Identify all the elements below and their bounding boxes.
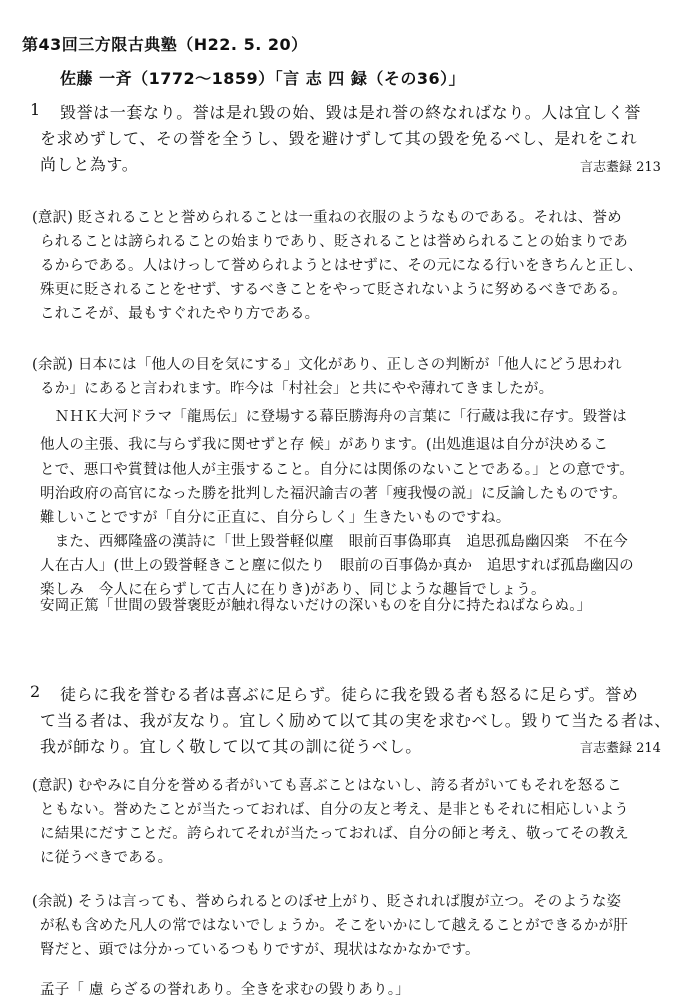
section-1-commentary-line: 難しいことですが「自分に正直に、自分らしく」生きたいものですね。	[40, 510, 511, 526]
section-2-quote-line: 徒らに我を誉むる者は喜ぶに足らず。徒らに我を毀る者も怒るに足らず。誉め	[60, 685, 639, 704]
section-1-number: 1	[30, 100, 41, 119]
section-2-source: 言志耋録 214	[580, 741, 661, 756]
section-1-quote-line: を求めずして、その誉を全うし、毀を避けずして其の毀を免るべし、是れをこれ	[40, 129, 638, 148]
section-1-source: 言志耋録 213	[580, 160, 661, 175]
section-1-commentary-line: 楽しみ 今人に在らずして古人に在りき)があり、同じような趣旨でしょう。	[40, 582, 546, 598]
section-1-commentary-line: 人在古人」(世上の毀誉軽きこと塵に似たり 眼前の百事偽か真か 追思すれば孤島幽囚の	[40, 558, 634, 574]
section-1-quote-line: 毀誉は一套なり。誉は是れ毀の始、毀は是れ誉の終なればなり。人は宜しく誉	[60, 103, 642, 122]
section-2-quote-line: て当る者は、我が友なり。宜しく励めて以て其の実を求むべし。毀りて当たる者は、	[40, 711, 671, 730]
section-2-translation-line: (意訳) むやみに自分を誉める者がいても喜ぶことはないし、誇る者がいてもそれを怒るこ	[32, 778, 622, 794]
section-1-commentary-line: とで、悪口や賞賛は他人が主張すること。自分には関係のないことである。」との意です。	[40, 462, 634, 478]
section-1-quote-line: 尚しと為す。	[40, 155, 139, 174]
section-2-translation-line: ともない。誉めたことが当たっておれば、自分の友と考え、是非ともそれに相応しいよう	[40, 802, 629, 818]
section-2-translation-line: に従うべきである。	[40, 850, 173, 866]
section-1-commentary-line: 明治政府の高官になった勝を批判した福沢諭吉の著「痩我慢の説」に反論したものです。	[40, 486, 627, 502]
section-2-commentary-line: が私も含めた凡人の常ではないでしょうか。そこをいかにして越えることができるかが肝	[40, 918, 628, 934]
section-1-translation-line: られることは謗られることの始まりであり、貶されることは誉められることの始まりであ	[40, 234, 628, 250]
section-1-commentary-line: るか」にあると言われます。昨今は「村社会」と共にやや薄れてきましたが。	[40, 381, 554, 397]
section-1-commentary-line: また、西郷隆盛の漢詩に「世上毀誉軽似塵 眼前百事偽耶真 追思孤島幽囚楽 不在今	[40, 534, 628, 550]
page-subtitle: 佐藤 一斉（1772〜1859）「言 志 四 録（その36）」	[60, 69, 466, 88]
section-2-translation-line: に結果にだすことだ。誇られてそれが当たっておれば、自分の師と考え、敬ってその教え	[40, 826, 629, 842]
section-1-extra-quote: 安岡正篤「世間の毀誉褒貶が触れ得ないだけの深いものを自分に持たねばならぬ。」	[40, 598, 592, 614]
section-1-translation-line: 殊更に貶されることをせず、するべきことをやって貶されないように努めるべきである。	[40, 282, 627, 298]
section-1-translation-line: るからである。人はけっして誉められようとはせずに、その元になる行いをきちんと正し、	[40, 258, 643, 274]
section-2-quote-line: 我が師なり。宜しく敬して以て其の訓に従うべし。	[40, 737, 422, 756]
section-1-commentary-line: ＮＨＫ大河ドラマ「龍馬伝」に登場する幕臣勝海舟の言葉に「行蔵は我に存す。毀誉は	[40, 409, 627, 425]
section-1-translation-line: これこそが、最もすぐれたやり方である。	[40, 306, 320, 322]
page-title: 第43回三方限古典塾（H22. 5. 20）	[22, 35, 308, 54]
section-2-number: 2	[30, 682, 41, 701]
section-1-commentary-line: (余説) 日本には「他人の目を気にする」文化があり、正しさの判断が「他人にどう思われ	[32, 357, 622, 373]
section-2-commentary-line: 腎だと、頭では分かっているつもりですが、現状はなかなかです。	[40, 942, 480, 958]
section-1-commentary-line: 他人の主張、我に与らず我に関せずと存 候」があります。(出処進退は自分が決めるこ	[40, 437, 609, 453]
section-2-commentary-line: (余説) そうは言っても、誉められるとのぼせ上がり、貶されれば腹が立つ。そのような姿	[32, 894, 622, 910]
section-1-translation-line: (意訳) 貶されることと誉められることは一重ねの衣服のようなものである。それは、誉め	[32, 210, 622, 226]
section-2-extra-quote: 孟子「 慮 らざるの誉れあり。全きを求むの毀りあり。」	[40, 982, 410, 998]
